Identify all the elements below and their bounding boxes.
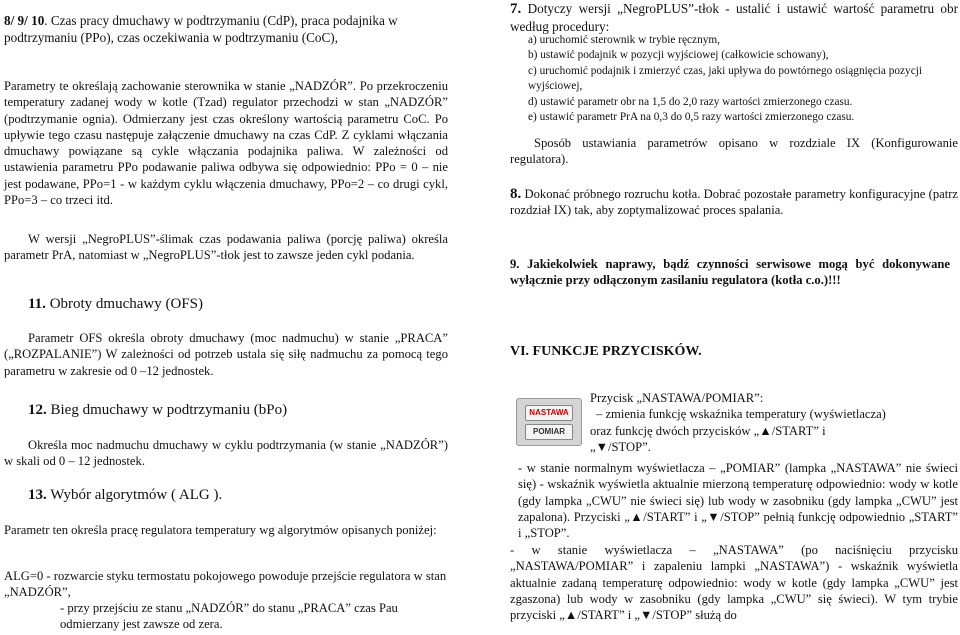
section-12-body [4,437,448,470]
paragraph: - w stanie normalnym wyświetlacza – „POMIAR” (lampka „NASTAWA” nie świeci się) - wskaźnik wyświetla aktualnie mierzoną temperaturę odpowiednio: wody w kotle (gdy lampka „CWU” nie świeci się) lub wody w zasobniku (gdy lampka „CWU” jest zapalona). Przyciski „▲/START” i „▼/STOP” pełnią funkcję odpowiednio „START” i „STOP”. [518,461,958,541]
list-item: e) ustawić parametr PrA na 0,3 do 0,5 razy wartości zmierzonego czasu. [528,111,855,124]
list-item: d) ustawić parametr obr na 1,5 do 2,0 razy wartości zmierzonego czasu. [528,95,853,108]
nastawa-key: NASTAWA [525,405,573,421]
section-8-body-2 [4,231,448,264]
paragraph: Dokonać próbnego rozruchu kotła. Dobrać pozostałe parametry konfiguracyjne (patrz rozdział IX) tak, aby zoptymalizować proces spalania. [510,187,958,218]
paragraph: W wersji „NegroPLUS”-ślimak czas podawania paliwa (porcję paliwa) określa parametr PrA, natomiast w „NegroPLUS”-tłok jest to zawsze jeden cykl podania. [4,232,448,263]
section-title: Dotyczy wersji „NegroPLUS”-tłok - ustalić i ustawić wartość parametru obr według procedury: [510,1,959,34]
section-11-body [4,330,448,379]
section-8-heading [4,12,448,46]
section-title: Wybór algorytmów ( ALG ). [46,487,223,503]
paragraph: - w stanie wyświetlacza – „NASTAWA” (po naciśnięciu przycisku „NASTAWA/POMIAR” i zapaleniu lampki „NASTAWA”) - wskaźnik wyświetla aktualnie zadaną temperaturę odpowiednio: wody w kotle (gdy lampka „CWU” jest zgaszona) lub wody w zasobniku (gdy lampka „CWU” się świeci). W tym trybie przyciski „▲/START” i „▼/STOP” służą do [510,543,958,623]
list-item: a) uruchomić sterownik w trybie ręcznym, [528,34,720,46]
button-desc-intro [590,390,958,455]
procedure-list [528,33,958,125]
button-desc-line: – zmienia funkcję wskaźnika temperatury (wyświetlacza) [596,407,886,422]
button-desc-line: oraz funkcję dwóch przycisków „▲/START” i [590,423,826,438]
paragraph: Sposób ustawiania parametrów opisano w rozdziale IX (Konfigurowanie regulatora). [510,136,958,167]
chapter-title: VI. FUNKCJE PRZYCISKÓW. [510,344,702,359]
section-number: 8/ 9/ 10 [4,13,45,28]
section-13-body [4,522,448,538]
alg-0-line-2 [60,600,448,633]
section-13-heading [28,486,222,504]
paragraph: Określa moc nadmuchu dmuchawy w cyklu podtrzymania (w stanie „NADZÓR”) w skali od 0 – 12 jednostek. [4,438,448,469]
button-desc-line: „▼/STOP”. [590,439,651,454]
section-number: 13. [28,487,47,503]
section-number: 8. [510,186,522,202]
paragraph: Parametr ten określa pracę regulatora temperatury wg algorytmów opisanych poniżej: [4,523,437,537]
alg-0-line-1 [4,568,448,601]
paragraph: Parametry te określają zachowanie sterownika w stanie „NADZÓR”. Po przekroczeniu temperatury zadanej wody w kotle (Tzad) regulator przechodzi w stan „NADZÓR” (podtrzymanie ognia). Odmierzany jest czas określony wartością parametru CoC. Po upływie tego czasu następuje załączenie dmuchawy na czas CdP. Z cyklami włączania dmuchawy powiązane są cykle włączania podajnika paliwa. W zależności od ustawienia parametru PPo podawanie paliwa odbywa się odpowiednio: PPo = 0 – nie jest podawane, PPo=1 - w każdym cyklu włączenia dmuchawy, PPo=2 – co drugi cykl, PPo=3 – co trzeci itd. [4,79,448,208]
section-12-heading [28,401,287,419]
section-7-heading [510,0,958,35]
section-8-right [510,186,958,219]
section-title: Obroty dmuchawy (OFS) [45,296,204,312]
section-7-note [510,135,958,168]
section-11-heading [28,295,203,313]
keypad-illustration [516,398,582,446]
section-9-warning [510,256,950,289]
button-desc-normal [518,460,958,541]
warning-text: 9. Jakiekolwiek naprawy, bądź czynności serwisowe mogą być dokonywane wyłącznie przy odłączonym zasilaniu regulatora (kotła c.o.)!!! [510,257,950,288]
section-8-body [4,78,448,208]
section-number: 11. [28,296,46,312]
list-item: c) uruchomić podajnik i zmierzyć czas, jaki upływa do powtórnego osiągnięcia pozycji wyjściowej, [528,64,923,93]
paragraph: - przy przejściu ze stanu „NADZÓR” do stanu „PRACA” czas Pau odmierzany jest zawsze od zera. [60,601,398,632]
button-desc-setting [510,542,958,623]
paragraph: Parametr OFS określa obroty dmuchawy (moc nadmuchu) w stanie „PRACA” („ROZPALANIE”) W zależności od potrzeb ustala się siłę nadmuchu za pomocą tego parametru w zakresie od 0 –12 jednostek. [4,331,448,378]
section-title: . Czas pracy dmuchawy w podtrzymaniu (CdP), praca podajnika w podtrzymaniu (PPo), czas oczekiwania w podtrzymaniu (CoC), [4,13,398,45]
section-number: 12. [28,402,47,418]
list-item: b) ustawić podajnik w pozycji wyjściowej (całkowicie schowany), [528,49,829,62]
section-number: 7. [510,1,522,17]
paragraph: ALG=0 - rozwarcie styku termostatu pokojowego powoduje przejście regulatora w stan „NADZÓR”, [4,569,447,600]
pomiar-key: POMIAR [525,424,573,440]
button-desc-line: Przycisk „NASTAWA/POMIAR”: [590,391,764,405]
section-title: Bieg dmuchawy w podtrzymaniu (bPo) [46,402,288,418]
